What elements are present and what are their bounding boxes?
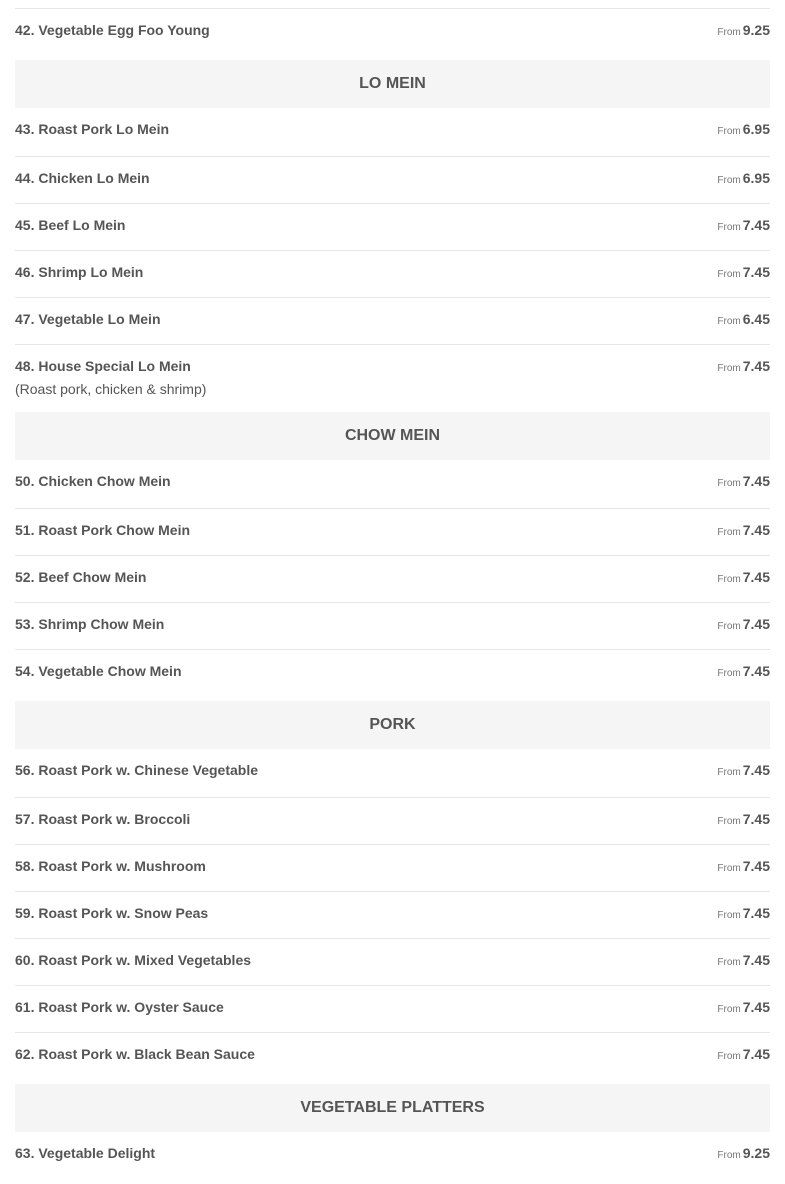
menu-item[interactable] xyxy=(15,985,770,1032)
menu-item-price-group xyxy=(717,1046,770,1064)
menu-item[interactable] xyxy=(15,250,770,297)
menu-item-name: 58. Roast Pork w. Mushroom xyxy=(15,858,206,874)
price-from-label: From xyxy=(717,863,741,874)
menu-item[interactable] xyxy=(15,555,770,602)
menu-item-name: 42. Vegetable Egg Foo Young xyxy=(15,22,210,38)
menu-item-price-group xyxy=(717,811,770,829)
menu-item[interactable] xyxy=(15,203,770,250)
price-from-label: From xyxy=(717,126,741,137)
menu-item-description: (Roast pork, chicken & shrimp) xyxy=(15,381,207,397)
menu-item[interactable] xyxy=(15,1132,770,1184)
menu-item[interactable] xyxy=(15,749,770,797)
menu-item-price-group xyxy=(717,358,770,376)
price-from-label: From xyxy=(717,767,741,778)
menu-item-price: 7.45 xyxy=(742,663,770,679)
menu-item[interactable] xyxy=(15,649,770,701)
menu-item-name: 46. Shrimp Lo Mein xyxy=(15,264,144,280)
menu-item-price: 7.45 xyxy=(742,358,770,374)
menu-item[interactable] xyxy=(15,602,770,649)
menu-item-price-group xyxy=(717,569,770,587)
menu-item[interactable] xyxy=(15,8,770,60)
menu-item-price-group xyxy=(717,522,770,540)
price-from-label: From xyxy=(717,1051,741,1062)
price-from-label: From xyxy=(717,816,741,827)
menu-item-price-group xyxy=(717,905,770,923)
menu-item-price-group xyxy=(717,952,770,970)
menu-item-price-group xyxy=(717,1145,770,1163)
menu-item-name: 44. Chicken Lo Mein xyxy=(15,170,150,186)
menu-item-price: 7.45 xyxy=(742,999,770,1015)
menu-item[interactable] xyxy=(15,844,770,891)
menu-item-price: 6.95 xyxy=(742,170,770,186)
menu-list xyxy=(15,8,770,1184)
price-from-label: From xyxy=(717,175,741,186)
menu-item-price: 7.45 xyxy=(742,264,770,280)
price-from-label: From xyxy=(717,910,741,921)
section-header-vegetable-platters: VEGETABLE PLATTERS xyxy=(15,1084,770,1132)
menu-item[interactable] xyxy=(15,108,770,156)
menu-item[interactable] xyxy=(15,891,770,938)
menu-item-price-group xyxy=(717,264,770,282)
menu-item-price: 7.45 xyxy=(742,905,770,921)
menu-item-name: 45. Beef Lo Mein xyxy=(15,217,126,233)
price-from-label: From xyxy=(717,621,741,632)
menu-item-price-group xyxy=(717,311,770,329)
menu-item-price: 7.45 xyxy=(742,762,770,778)
menu-item-price-group xyxy=(717,663,770,681)
menu-item-price-group xyxy=(717,170,770,188)
menu-item[interactable] xyxy=(15,297,770,344)
price-from-label: From xyxy=(717,363,741,374)
price-from-label: From xyxy=(717,316,741,327)
menu-item-price: 7.45 xyxy=(742,858,770,874)
menu-item-name: 54. Vegetable Chow Mein xyxy=(15,663,182,679)
menu-item-price: 9.25 xyxy=(742,22,770,38)
menu-item[interactable] xyxy=(15,797,770,844)
price-from-label: From xyxy=(717,527,741,538)
menu-item-price: 7.45 xyxy=(742,569,770,585)
price-from-label: From xyxy=(717,1150,741,1161)
menu-item-price-group xyxy=(717,473,770,491)
price-from-label: From xyxy=(717,27,741,38)
menu-item-name: 51. Roast Pork Chow Mein xyxy=(15,522,191,538)
menu-item-name: 61. Roast Pork w. Oyster Sauce xyxy=(15,999,224,1015)
menu-item-price: 6.45 xyxy=(742,311,770,327)
menu-item-name: 52. Beef Chow Mein xyxy=(15,569,147,585)
menu-item-price: 7.45 xyxy=(742,217,770,233)
menu-item-price-group xyxy=(717,762,770,780)
price-from-label: From xyxy=(717,222,741,233)
menu-item[interactable] xyxy=(15,344,770,412)
menu-item-price-group xyxy=(717,217,770,235)
menu-item-name: 57. Roast Pork w. Broccoli xyxy=(15,811,191,827)
menu-item-price: 9.25 xyxy=(742,1145,770,1161)
price-from-label: From xyxy=(717,478,741,489)
menu-item[interactable] xyxy=(15,938,770,985)
menu-item-price-group xyxy=(717,22,770,40)
section-header-lo-mein: LO MEIN xyxy=(15,60,770,108)
price-from-label: From xyxy=(717,1004,741,1015)
menu-item-price: 6.95 xyxy=(742,121,770,137)
menu-item[interactable] xyxy=(15,156,770,203)
menu-item-name: 43. Roast Pork Lo Mein xyxy=(15,121,170,137)
menu-item[interactable] xyxy=(15,460,770,508)
menu-item-price-group xyxy=(717,999,770,1017)
menu-item-price-group xyxy=(717,858,770,876)
menu-item-price: 7.45 xyxy=(742,1046,770,1062)
menu-item-price: 7.45 xyxy=(742,473,770,489)
price-from-label: From xyxy=(717,269,741,280)
menu-item[interactable] xyxy=(15,508,770,555)
price-from-label: From xyxy=(717,574,741,585)
menu-item[interactable] xyxy=(15,1032,770,1084)
section-header-chow-mein: CHOW MEIN xyxy=(15,412,770,460)
menu-item-name: 53. Shrimp Chow Mein xyxy=(15,616,165,632)
menu-item-name: 63. Vegetable Delight xyxy=(15,1145,156,1161)
menu-item-name: 59. Roast Pork w. Snow Peas xyxy=(15,905,209,921)
menu-item-price: 7.45 xyxy=(742,952,770,968)
price-from-label: From xyxy=(717,957,741,968)
menu-item-price: 7.45 xyxy=(742,522,770,538)
menu-item-price: 7.45 xyxy=(742,811,770,827)
menu-item-name: 48. House Special Lo Mein xyxy=(15,358,191,374)
menu-item-name: 47. Vegetable Lo Mein xyxy=(15,311,161,327)
menu-item-price-group xyxy=(717,616,770,634)
price-from-label: From xyxy=(717,668,741,679)
menu-item-name: 56. Roast Pork w. Chinese Vegetable xyxy=(15,762,259,778)
menu-item-name: 60. Roast Pork w. Mixed Vegetables xyxy=(15,952,252,968)
menu-item-price: 7.45 xyxy=(742,616,770,632)
menu-item-name: 62. Roast Pork w. Black Bean Sauce xyxy=(15,1046,255,1062)
menu-item-price-group xyxy=(717,121,770,139)
menu-item-name: 50. Chicken Chow Mein xyxy=(15,473,171,489)
section-header-pork: PORK xyxy=(15,701,770,749)
